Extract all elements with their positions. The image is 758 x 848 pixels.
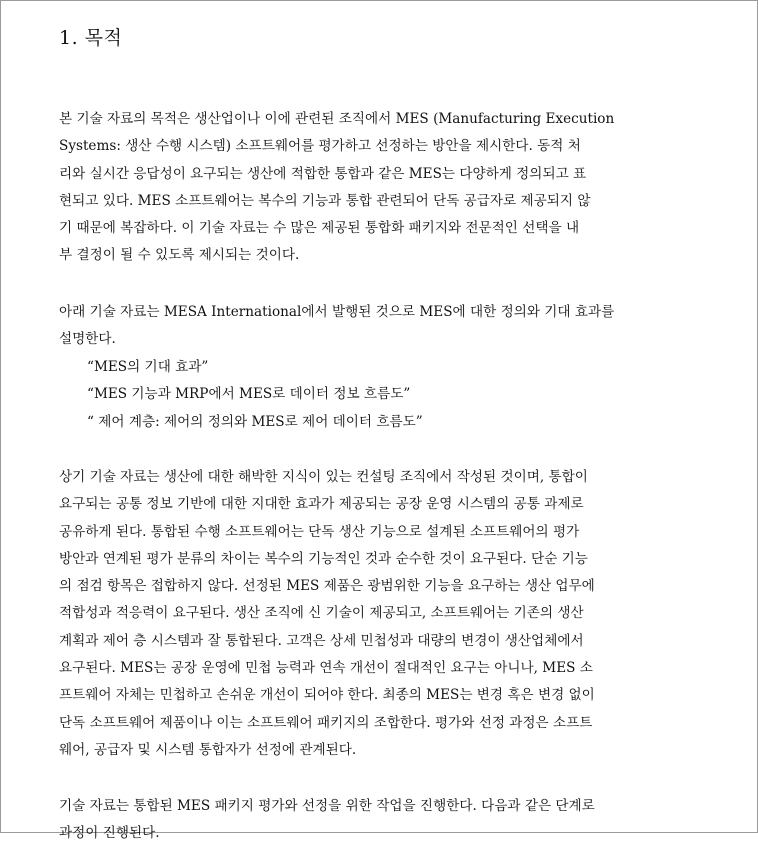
- paragraph-line: 기술 자료는 통합된 MES 패키지 평가와 선정을 위한 작업을 진행한다. 다음과 같은 단계로: [59, 798, 595, 814]
- paragraph-line: 방안과 연계된 평가 분류의 차이는 복수의 기능적인 것과 순수한 것이 요구된다. 단순 기능: [59, 550, 588, 567]
- paragraph-line: 프트웨어 자체는 민첩하고 손쉬운 개선이 되어야 한다. 최종의 MES는 변경 혹은 변경 없이: [59, 687, 595, 704]
- paragraph-line: 본 기술 자료의 목적은 생산업이나 이에 관련된 조직에서 MES (Manufacturing Execution: [59, 111, 615, 127]
- paragraph-line: Systems: 생산 수행 시스템) 소프트웨어를 평가하고 선정하는 방안을 제시한다. 동적 처: [59, 138, 581, 155]
- list-item: “MES의 기대 효과”: [87, 359, 209, 375]
- paragraph-line: 요구된다. MES는 공장 운영에 민첩 능력과 연속 개선이 절대적인 요구는 아니나, MES 소: [59, 660, 593, 677]
- section-heading: 1. 목적: [59, 27, 123, 49]
- paragraph-line: 상기 기술 자료는 생산에 대한 해박한 지식이 있는 컨설팅 조직에서 작성된 것이며, 통합이: [59, 469, 588, 485]
- paragraph-line: 부 결정이 될 수 있도록 제시되는 것이다.: [59, 247, 300, 264]
- paragraph-process: [59, 793, 709, 848]
- paragraph-line: 공유하게 된다. 통합된 수행 소프트웨어는 단독 생산 기능으로 설계된 소프트웨어의 평가: [59, 523, 580, 540]
- paragraph-line: 현되고 있다. MES 소프트웨어는 복수의 기능과 통합 관련되어 단독 공급자로 제공되지 않: [59, 192, 591, 209]
- paragraph-line: 아래 기술 자료는 MESA International에서 발행된 것으로 MES에 대한 정의와 기대 효과를: [59, 304, 615, 320]
- list-item: “ 제어 계층: 제어의 정의와 MES로 제어 데이터 흐름도”: [87, 413, 423, 430]
- paragraph-line: 과정이 진행된다.: [59, 825, 160, 842]
- reference-list: [87, 354, 423, 436]
- paragraph-line: 설명한다.: [59, 331, 116, 348]
- paragraph-line: 단독 소프트웨어 제품이나 이는 소프트웨어 패키지의 조합한다. 평가와 선정 과정은 소프트: [59, 714, 593, 731]
- paragraph-line: 계획과 제어 층 시스템과 잘 통합된다. 고객은 상세 민첩성과 대량의 변경이 생산업체에서: [59, 632, 584, 649]
- paragraph-summary: [59, 464, 709, 764]
- paragraph-line: 웨어, 공급자 및 시스템 통합자가 선정에 관계된다.: [59, 741, 357, 758]
- paragraph-line: 적합성과 적응력이 요구된다. 생산 조직에 신 기술이 제공되고, 소프트웨어는 기존의 생산: [59, 605, 584, 622]
- list-item: “MES 기능과 MRP에서 MES로 데이터 정보 흐름도”: [87, 386, 411, 403]
- paragraph-mesa: [59, 299, 709, 354]
- paragraph-line: 의 점검 항목은 접합하지 않다. 선정된 MES 제품은 광범위한 기능을 요구하는 생산 업무에: [59, 578, 595, 595]
- paragraph-line: 기 때문에 복잡하다. 이 기술 자료는 수 많은 제공된 통합화 패키지와 전문적인 선택을 내: [59, 220, 580, 237]
- paragraph-purpose: [59, 106, 709, 270]
- paragraph-line: 요구되는 공통 정보 기반에 대한 지대한 효과가 제공되는 공장 운영 시스템의 공통 과제로: [59, 496, 584, 513]
- paragraph-line: 리와 실시간 응답성이 요구되는 생산에 적합한 통합과 같은 MES는 다양하게 정의되고 표: [59, 165, 587, 182]
